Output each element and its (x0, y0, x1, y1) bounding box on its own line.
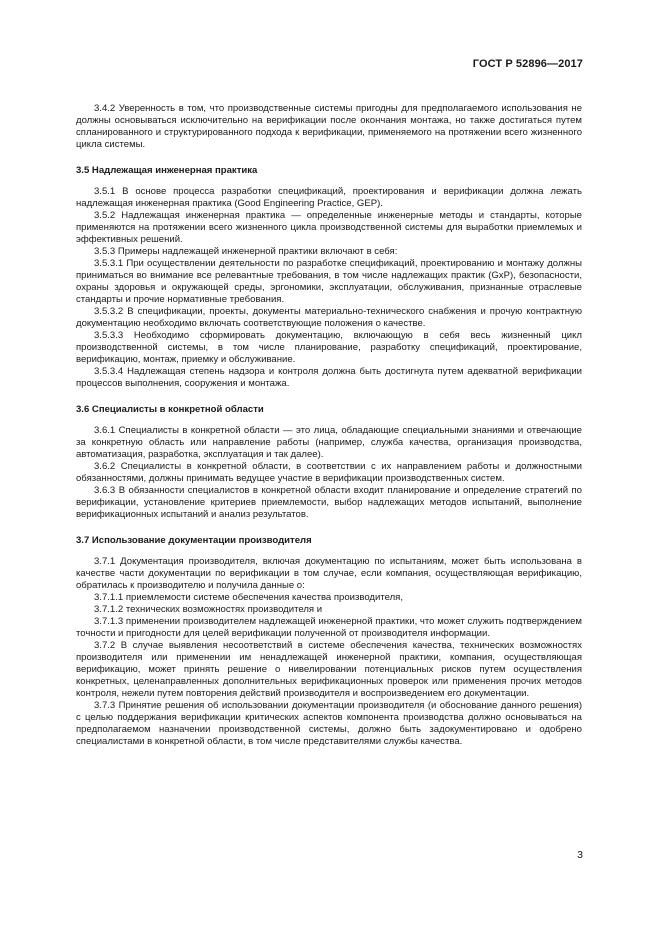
paragraph-3-7-3: 3.7.3 Принятие решения об использовании документации производителя (и обоснование данного решения) с целью поддержания верификации критических аспектов компонента производства должно основываться на предполагаемом назначении производственной системы, должно быть задокументировано и одобрено специалистами в конкретной области, в том числе представителями службы качества. (76, 700, 582, 747)
paragraph-3-4-2: 3.4.2 Уверенность в том, что производственные системы пригодны для предполагаемого использования не должны основываться исключительно на верификации после окончания монтажа, но также достигаться путем спланированного и структурированного подхода к верификации, применяемого на протяжении всего жизненного цикла системы. (76, 103, 582, 150)
paragraph-3-5-3-1: 3.5.3.1 При осуществлении деятельности по разработке спецификаций, проектированию и монтажу должны приниматься во внимание все релевантные требования, в том числе надлежащих практик (GxP), безопасности, охраны здоровья и окружающей среды, эргономики, эксплуатации, обслуживания, признанные отраслевые стандарты и прочие нормативные требования. (76, 258, 582, 305)
paragraph-3-7-1: 3.7.1 Документация производителя, включая документацию по испытаниям, может быть использована в качестве части документации по верификации в том случае, если компания, осуществляющая верификацию, обратилась к производителю и получила данные о: (76, 556, 582, 591)
page-number: 3 (577, 849, 583, 861)
paragraph-3-5-3: 3.5.3 Примеры надлежащей инженерной практики включают в себя: (94, 246, 398, 257)
paragraph-3-5-3-4: 3.5.3.4 Надлежащая степень надзора и контроля должна быть достигнута путем адекватной верификации процессов выполнения, сооружения и монтажа. (76, 366, 582, 389)
paragraph-3-5-3-2: 3.5.3.2 В спецификации, проекты, документы материально-технического снабжения и прочую контрактную документацию необходимо включать соответствующие положения о качестве. (76, 306, 582, 329)
paragraph-3-5-2: 3.5.2 Надлежащая инженерная практика — определенные инженерные методы и стандарты, которые применяются на протяжении всего жизненного цикла производственной системы для выработки приемлемых и эффективных решений. (76, 210, 582, 245)
document-header-code: ГОСТ Р 52896—2017 (472, 58, 583, 70)
paragraph-3-7-1-1: 3.7.1.1 приемлемости системе обеспечения качества производителя, (94, 592, 403, 603)
section-heading-3-7: 3.7 Использование документации производителя (76, 535, 312, 546)
paragraph-3-7-2: 3.7.2 В случае выявления несоответствий в системе обеспечения качества, технических возможностях производителя или применении им ненадлежащей инженерной практики, компания, осуществляющая верификацию, может принять решение о нивелировании потенциальных рисков путем осуществления конкретных, целенаправленных дополнительных верификационных проверок или применения прочих методов контроля, нежели путем повторения действий производителя и воспроизведением его документации. (76, 640, 582, 699)
paragraph-3-5-1: 3.5.1 В основе процесса разработки спецификаций, проектирования и верификации должна лежать надлежащая инженерная практика (Good Engineering Practice, GEP). (76, 186, 582, 209)
paragraph-3-6-2: 3.6.2 Специалисты в конкретной области, в соответствии с их направлением работы и должностными обязанностями, должны принимать ведущее участие в верификации производственных систем. (76, 461, 582, 484)
paragraph-3-6-3: 3.6.3 В обязанности специалистов в конкретной области входит планирование и определение стратегий по верификации, установление критериев приемлемости, выбор надлежащих методов испытаний, выполнение верификационных испытаний и анализ результатов. (76, 485, 582, 520)
paragraph-3-7-1-3: 3.7.1.3 применении производителем надлежащей инженерной практики, что может служить подтверждением точности и пригодности для целей верификации полученной от производителя информации. (76, 616, 582, 639)
paragraph-3-5-3-3: 3.5.3.3 Необходимо сформировать документацию, включающую в себя весь жизненный цикл производственной системы, в том числе планирование, разработку спецификаций, проектирование, верификацию, монтаж, приемку и обслуживание. (76, 330, 582, 365)
document-body (76, 103, 582, 748)
section-heading-3-6: 3.6 Специалисты в конкретной области (76, 404, 264, 415)
paragraph-3-6-1: 3.6.1 Специалисты в конкретной области — это лица, обладающие специальными знаниями и отвечающие за конкретную область или направление работы (например, служба качества, организация производства, автоматизация, разработка, эксплуатация и так далее). (76, 425, 582, 460)
section-heading-3-5: 3.5 Надлежащая инженерная практика (76, 165, 258, 176)
paragraph-3-7-1-2: 3.7.1.2 технических возможностях производителя и (94, 604, 323, 615)
